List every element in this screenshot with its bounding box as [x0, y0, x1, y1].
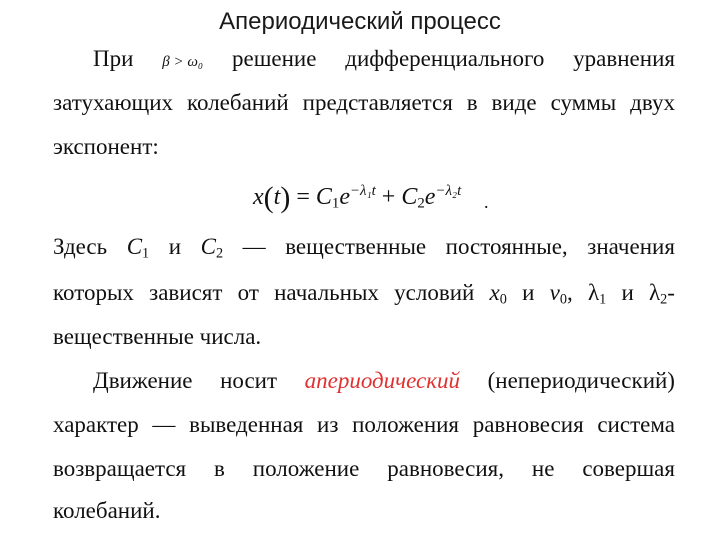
word: —	[152, 412, 176, 437]
dash: —	[242, 234, 266, 259]
word: положение	[252, 456, 360, 481]
beta-condition: β > ω₀	[162, 54, 204, 70]
v0-sub: 0	[559, 291, 567, 308]
formula-c1-sub: 1	[331, 195, 340, 212]
word: совершая	[582, 456, 675, 481]
word: постоянные,	[445, 234, 568, 259]
lambda2-symbol	[649, 278, 675, 315]
word: от	[237, 280, 259, 305]
formula-c1: C	[315, 184, 332, 210]
c2-letter: C	[200, 234, 216, 259]
word: затухающих	[53, 90, 174, 115]
word: носит	[220, 368, 278, 393]
word: и	[522, 280, 535, 305]
v0-letter: v	[549, 280, 560, 305]
word: двух	[630, 90, 675, 115]
word: При	[93, 46, 134, 71]
word: не	[531, 456, 555, 481]
word: система	[597, 412, 675, 437]
word: представляется	[302, 90, 453, 115]
hyphen: -	[667, 280, 675, 305]
word: суммы	[550, 90, 617, 115]
p3-line4: колебаний.	[53, 498, 161, 523]
word: решение	[231, 46, 317, 71]
const-c2	[201, 232, 223, 269]
formula-plus: +	[381, 184, 396, 210]
formula-lhs: x	[253, 184, 264, 210]
formula-exp1: −λ₁t	[349, 183, 376, 200]
word: возвращается	[53, 456, 187, 481]
word: значения	[587, 234, 675, 259]
comma: ,	[566, 280, 573, 305]
p1-line2	[53, 88, 675, 118]
formula-e1: e	[339, 184, 350, 210]
word: колебаний	[187, 90, 289, 115]
formula: $x(t) = C_1e^{-\lambda_1t} + C_2e^{-\lambda_2t}$	[253, 181, 462, 214]
highlighted-term: апериодический	[304, 368, 461, 393]
formula-c2-sub: 2	[417, 195, 425, 212]
word: начальных	[274, 280, 379, 305]
lambda1-symbol	[588, 278, 606, 315]
p2-line2	[53, 278, 675, 308]
formula-end-dot: .	[484, 192, 489, 212]
word: которых	[53, 280, 134, 305]
lambda2-letter: λ	[648, 280, 661, 305]
word: Здесь	[53, 234, 108, 259]
word: (непериодический)	[487, 368, 675, 393]
lambda1-letter: λ	[587, 280, 600, 305]
c1-sub: 1	[142, 245, 150, 262]
word: выведенная	[189, 412, 304, 437]
formula-exp2: −λ₂t	[435, 183, 462, 200]
word: дифференциального	[345, 46, 545, 71]
c2-sub: 2	[215, 245, 224, 262]
x0-symbol	[490, 278, 507, 315]
x0-letter: x	[489, 280, 500, 305]
lambda1-sub: 1	[599, 291, 607, 308]
word: и	[168, 234, 182, 259]
word: характер	[53, 412, 139, 437]
word: вещественные	[285, 234, 427, 259]
v0-symbol	[550, 278, 573, 315]
formula-arg: t	[273, 184, 281, 210]
word: равновесия,	[387, 456, 504, 481]
word: виде	[491, 90, 537, 115]
p3-line3	[53, 454, 675, 484]
formula-c2: C	[401, 184, 418, 210]
word: условий	[394, 280, 475, 305]
formula-eq: =	[296, 184, 310, 210]
slide-title: Апериодический процесс	[219, 8, 501, 35]
c1-letter: C	[126, 234, 143, 259]
word: равновесия	[472, 412, 584, 437]
word: в	[466, 90, 478, 115]
const-c1	[127, 232, 149, 269]
formula-e2: e	[424, 184, 436, 210]
word: из	[317, 412, 339, 437]
word: зависят	[149, 280, 223, 305]
x0-sub: 0	[499, 291, 507, 308]
word: и	[621, 280, 634, 305]
p2-line1	[53, 232, 675, 262]
p2-line3: вещественные числа.	[53, 324, 262, 349]
p1-line1	[53, 44, 675, 74]
word: положения	[352, 412, 460, 437]
p3-line1	[53, 366, 675, 396]
p1-line3: экспонент:	[53, 134, 159, 159]
word: в	[214, 456, 225, 481]
word: Движение	[93, 368, 193, 393]
p3-line2	[53, 410, 675, 440]
word: уравнения	[573, 46, 675, 71]
lambda2-sub: 2	[660, 291, 668, 308]
